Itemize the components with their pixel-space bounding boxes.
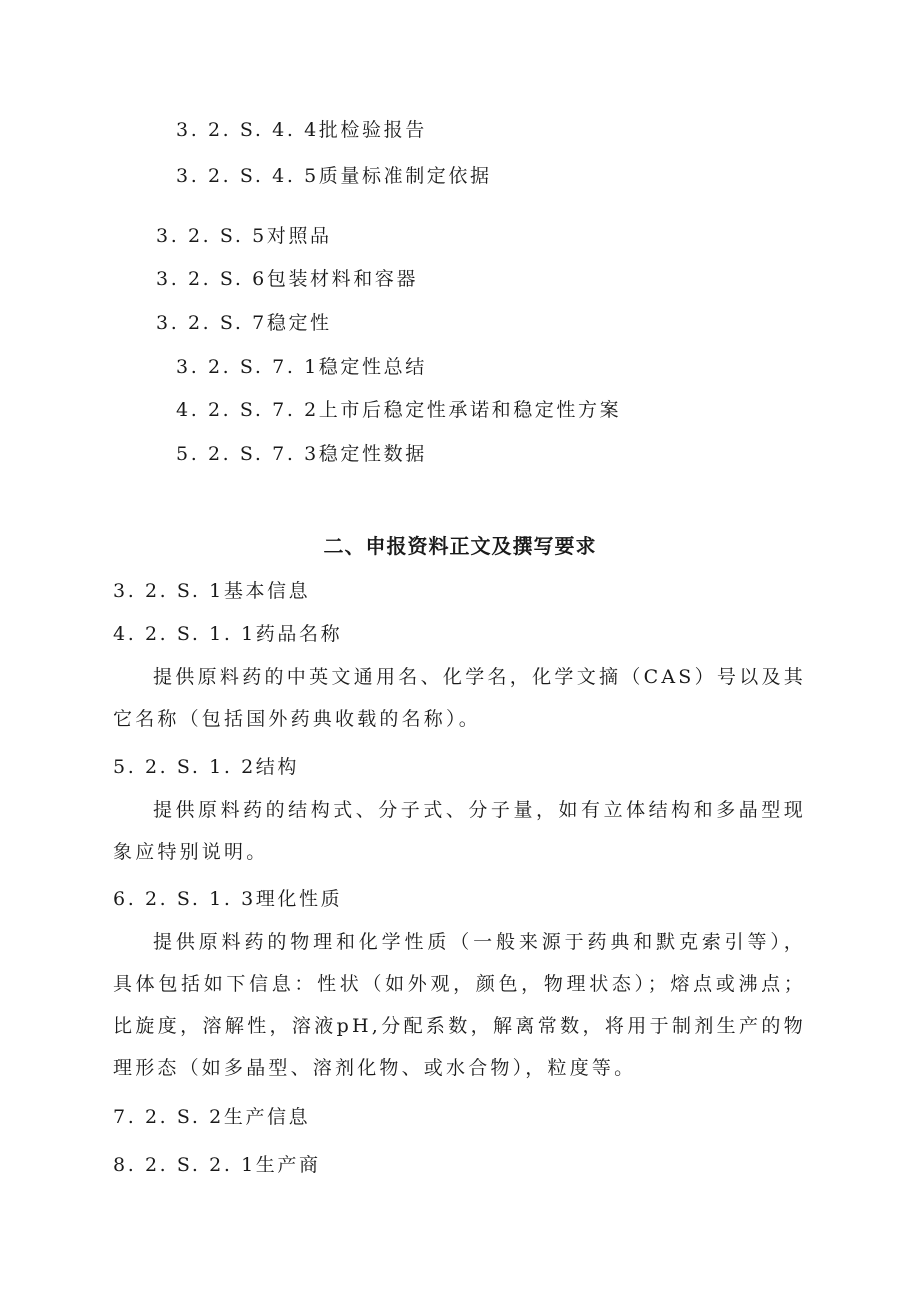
- toc-item-3-2-s-7: 3. 2. S. 7稳定性: [156, 312, 332, 334]
- heading-3-2-s-1-1: 4. 2. S. 1. 1药品名称: [113, 623, 343, 645]
- toc-item-3-2-s-7-1: 3. 2. S. 7. 1稳定性总结: [176, 356, 427, 378]
- heading-3-2-s-1: 3. 2. S. 1基本信息: [113, 580, 311, 602]
- heading-3-2-s-1-2: 5. 2. S. 1. 2结构: [113, 756, 300, 778]
- toc-item-3-2-s-7-2: 4. 2. S. 7. 2上市后稳定性承诺和稳定性方案: [176, 399, 622, 421]
- toc-item-3-2-s-6: 3. 2. S. 6包装材料和容器: [156, 268, 419, 290]
- toc-item-3-2-s-4-5: 3. 2. S. 4. 5质量标准制定依据: [176, 165, 492, 187]
- heading-3-2-s-2: 7. 2. S. 2生产信息: [113, 1106, 311, 1128]
- heading-3-2-s-2-1: 8. 2. S. 2. 1生产商: [113, 1154, 321, 1176]
- paragraph-structure: 提供原料药的结构式、分子式、分子量，如有立体结构和多晶型现象应特别说明。: [113, 799, 806, 863]
- paragraph-drug-name: 提供原料药的中英文通用名、化学名，化学文摘（CAS）号以及其它名称（包括国外药典收载的名称）。: [113, 666, 806, 730]
- paragraph-physicochemical: 提供原料药的物理和化学性质（一般来源于药典和默克索引等），具体包括如下信息：性状（如外观，颜色，物理状态）；熔点或沸点；比旋度，溶解性，溶液pH,分配系数，解离常数，将用于制剂生产的物理形态（如多晶型、溶剂化物、或水合物），粒度等。: [113, 931, 806, 1079]
- section-title: 二、申报资料正文及撰写要求: [323, 534, 597, 558]
- heading-3-2-s-1-3: 6. 2. S. 1. 3理化性质: [113, 888, 343, 910]
- toc-item-3-2-s-4-4: 3. 2. S. 4. 4批检验报告: [176, 119, 427, 141]
- toc-item-3-2-s-7-3: 5. 2. S. 7. 3稳定性数据: [176, 443, 427, 465]
- toc-item-3-2-s-5: 3. 2. S. 5对照品: [156, 225, 332, 247]
